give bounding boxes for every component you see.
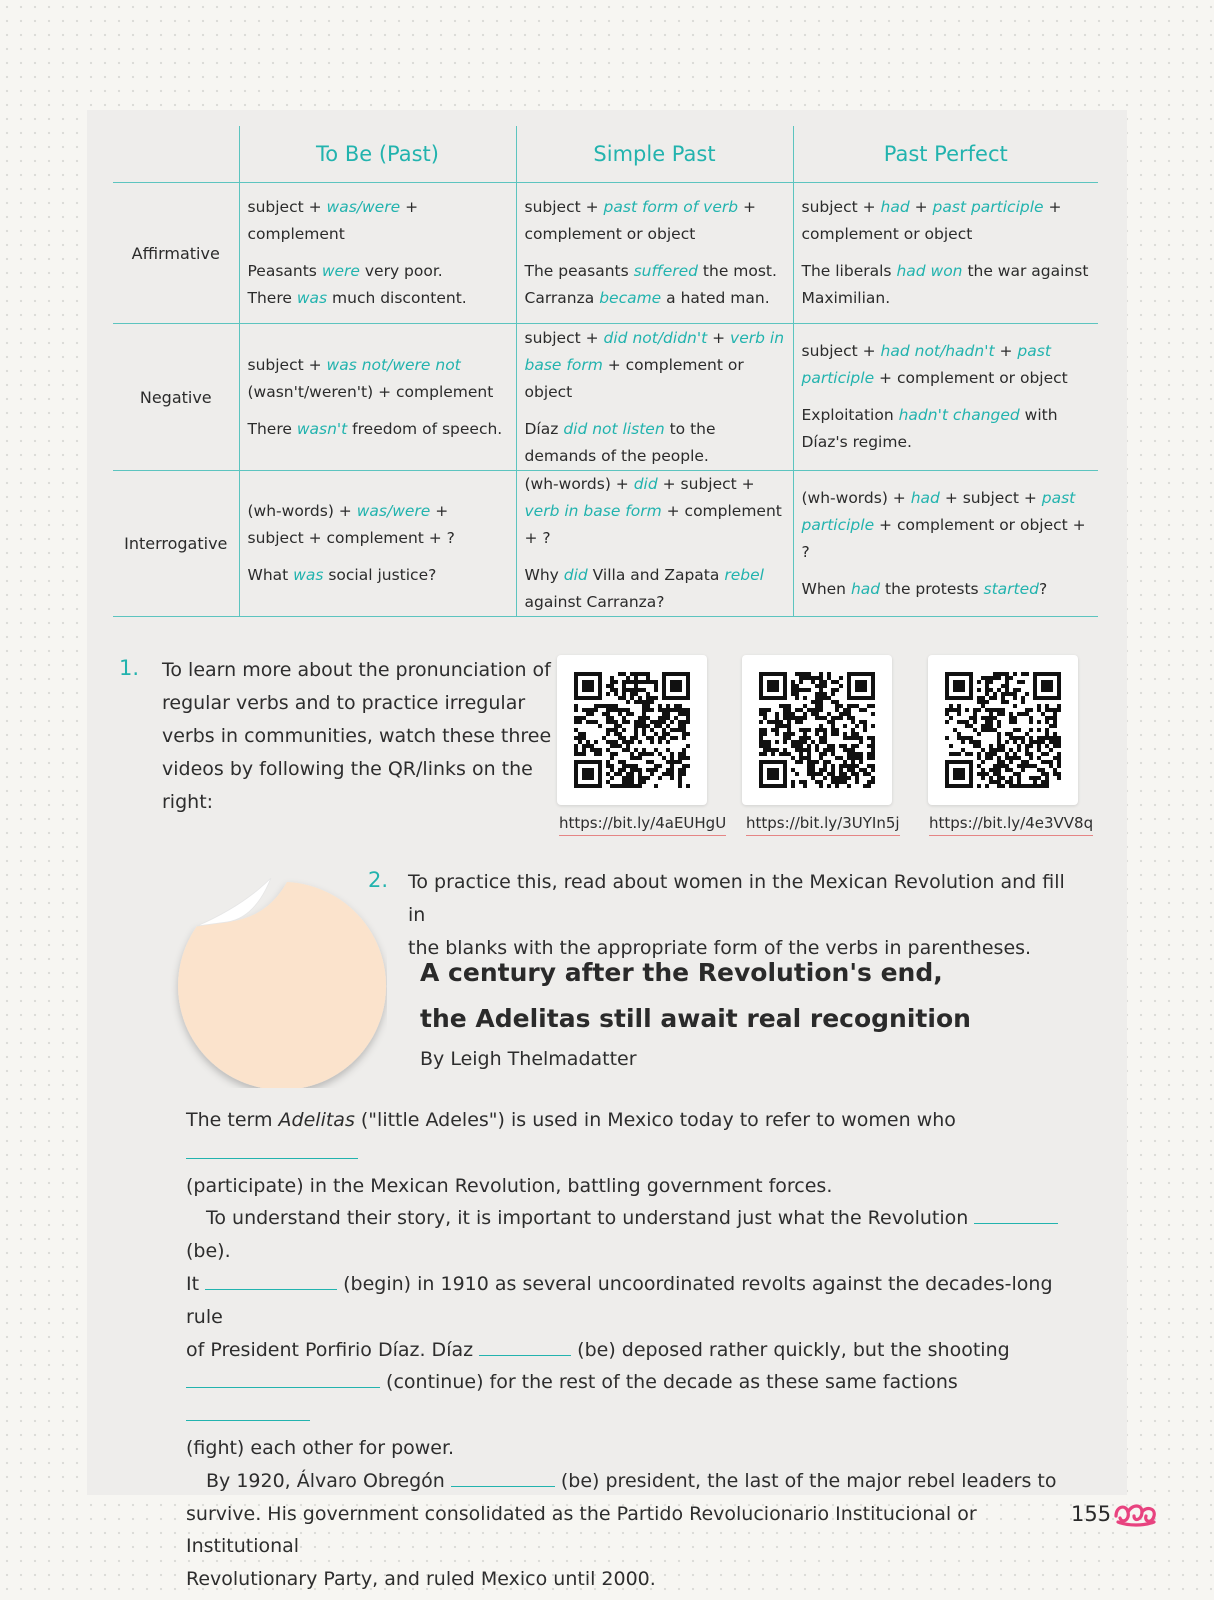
row-label: Interrogative [113, 471, 239, 617]
item-1-line: To learn more about the pronunciation of [162, 659, 551, 681]
example: When had the protests started? [801, 579, 1048, 598]
article-headline [420, 950, 971, 1042]
table-header-row [113, 126, 1098, 183]
qr-code-icon [574, 672, 690, 788]
form: subject + did not/didn't + verb in base form + complement or object [524, 328, 785, 401]
peeling-sticker-decoration [167, 878, 387, 1088]
article-byline: By Leigh Thelmadatter [420, 1048, 637, 1070]
form: subject + was not/were not (wasn't/weren't) + complement [247, 355, 494, 401]
item-1-line: regular verbs and to practice irregular [162, 692, 526, 714]
grammar-table [113, 126, 1098, 617]
blank-fight[interactable] [186, 1400, 310, 1421]
paragraph-1: The term Adelitas ("little Adeles") is used in Mexico today to refer to women who (participate) in the Mexican Revolution, battling government forces. [186, 1109, 956, 1197]
cell-simple-past-negative [516, 324, 793, 471]
cell-past-perfect-interrogative [793, 471, 1098, 617]
row-label: Affirmative [113, 183, 239, 324]
row-label: Negative [113, 324, 239, 471]
form: (wh-words) + did + subject + verb in base form + complement + ? [524, 475, 782, 547]
table-row-negative [113, 324, 1098, 471]
video-link-1[interactable]: https://bit.ly/4aEUHgU [559, 814, 726, 836]
paragraph-2: To understand their story, it is important to understand just what the Revolution (be). It (begin) in 1910 as several uncoordinated revolts against the decades-long rule of President Porfirio Díaz. Díaz (be) deposed rather quickly, but the shooting (continue) for the rest of the decade as these same factions (fight) each other for power. [186, 1202, 1086, 1464]
blank-continue[interactable] [186, 1367, 380, 1388]
paragraph-3: By 1920, Álvaro Obregón (be) president, the last of the major rebel leaders to survive. His government consolidated as the Partido Revolucionario Institucional or Institutional Revolutionary Party, and ruled Mexico until 2000. [186, 1465, 1086, 1596]
table-row-interrogative [113, 471, 1098, 617]
example: There wasn't freedom of speech. [247, 419, 503, 438]
qr-code-1[interactable] [557, 655, 707, 805]
cell-to-be-affirmative [239, 183, 516, 324]
header-simple-past: Simple Past [516, 126, 793, 183]
example: The liberals had won the war against Maximilian. [801, 262, 1089, 307]
example: Díaz did not listen to the demands of the people. [524, 419, 716, 465]
blank-participate[interactable] [186, 1138, 358, 1159]
form: (wh-words) + had + subject + past participle + complement or object + ? [801, 488, 1086, 561]
blank-begin[interactable] [205, 1269, 337, 1290]
blank-be-2[interactable] [479, 1335, 571, 1356]
blank-be-1[interactable] [974, 1203, 1058, 1224]
cell-simple-past-interrogative [516, 471, 793, 617]
form: subject + had + past participle + complement or object [801, 198, 1062, 243]
example: Why did Villa and Zapata rebel against Carranza? [524, 566, 764, 611]
item-2-number: 2. [368, 868, 389, 892]
header-empty [113, 126, 239, 183]
cell-to-be-negative [239, 324, 516, 471]
video-link-3[interactable]: https://bit.ly/4e3VV8q [929, 814, 1093, 836]
qr-code-icon [945, 672, 1061, 788]
form: subject + was/were + complement [247, 198, 419, 243]
item-1-line: verbs in communities, watch these three [162, 725, 552, 747]
publisher-logo-icon [1112, 1500, 1160, 1528]
headline-line-2: the Adelitas still await real recognition [420, 1004, 971, 1033]
example: Exploitation hadn't changed with Díaz's regime. [801, 406, 1058, 451]
item-1-line: videos by following the QR/links on the right: [162, 758, 533, 813]
header-past-perfect: Past Perfect [793, 126, 1098, 183]
item-2-line: To practice this, read about women in the Mexican Revolution and fill in [408, 871, 1065, 926]
table-row-affirmative [113, 183, 1098, 324]
qr-code-3[interactable] [928, 655, 1078, 805]
header-to-be: To Be (Past) [239, 126, 516, 183]
item-1-text [162, 654, 562, 819]
example: The peasants suffered the most. Carranza became a hated man. [524, 262, 777, 307]
cell-past-perfect-affirmative [793, 183, 1098, 324]
form: subject + past form of verb + complement or object [524, 198, 756, 243]
video-link-2[interactable]: https://bit.ly/3UYIn5j [746, 814, 900, 836]
qr-code-icon [759, 672, 875, 788]
cell-simple-past-affirmative [516, 183, 793, 324]
example: Peasants were very poor. There was much discontent. [247, 262, 467, 307]
item-2-line: the blanks with the appropriate form of the verbs in parentheses. [408, 937, 1032, 959]
blank-be-3[interactable] [451, 1466, 555, 1487]
example: What was social justice? [247, 566, 437, 584]
form: subject + had not/hadn't + past participle + complement or object [801, 342, 1068, 387]
qr-code-2[interactable] [742, 655, 892, 805]
headline-line-1: A century after the Revolution's end, [420, 958, 943, 987]
cell-past-perfect-negative [793, 324, 1098, 471]
article-body [186, 1104, 1086, 1596]
page-number: 155 [1071, 1502, 1112, 1526]
cell-to-be-interrogative [239, 471, 516, 617]
item-1-number: 1. [119, 656, 140, 680]
form: (wh-words) + was/were + subject + complement + ? [247, 502, 455, 547]
